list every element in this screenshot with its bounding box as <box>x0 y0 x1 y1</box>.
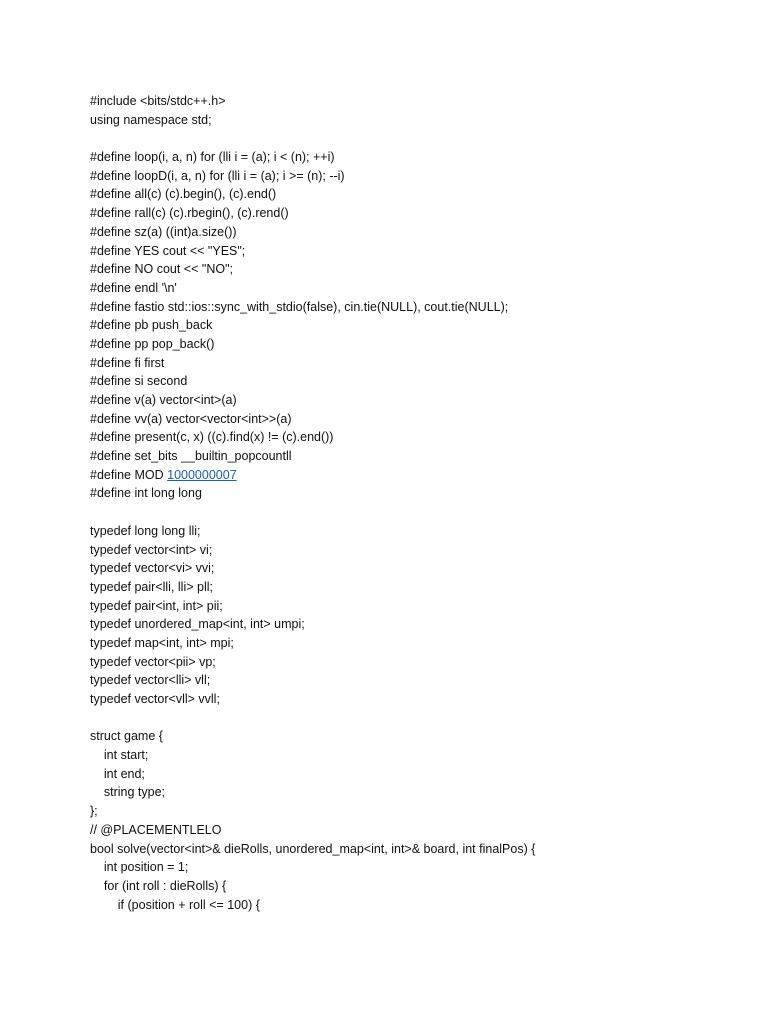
code-line: #define vv(a) vector<vector<int>>(a) <box>90 411 292 426</box>
code-line: typedef long long lli; <box>90 523 201 538</box>
code-text <box>90 92 730 914</box>
code-line: typedef map<int, int> mpi; <box>90 635 234 650</box>
code-line: #define all(c) (c).begin(), (c).end() <box>90 187 277 202</box>
code-line: #define pp pop_back() <box>90 336 215 351</box>
code-line: #define int long long <box>90 486 202 501</box>
code-line: #define loop(i, a, n) for (lli i = (a); i < (n); ++i) <box>90 150 335 165</box>
code-line: struct game { <box>90 729 163 744</box>
code-line: int start; <box>90 748 149 763</box>
code-line: }; <box>90 804 98 819</box>
code-line: #define set_bits __builtin_popcountll <box>90 449 292 464</box>
code-line: typedef vector<lli> vll; <box>90 673 211 688</box>
code-line: #define si second <box>90 374 188 389</box>
code-line: #define present(c, x) ((c).find(x) != (c).end()) <box>90 430 334 445</box>
code-line: typedef unordered_map<int, int> umpi; <box>90 617 305 632</box>
code-line: if (position + roll <= 100) { <box>90 897 260 912</box>
code-line: bool solve(vector<int>& dieRolls, unordered_map<int, int>& board, int finalPos) { <box>90 841 536 856</box>
code-line: #define NO cout << "NO"; <box>90 262 233 277</box>
blank-line <box>90 503 730 522</box>
code-line: #define fi first <box>90 355 165 370</box>
code-line: typedef vector<vll> vvll; <box>90 692 220 706</box>
code-line: #define YES cout << "YES"; <box>90 243 246 258</box>
mod-number-link[interactable]: 1000000007 <box>167 467 237 482</box>
code-line: typedef vector<vi> vvi; <box>90 561 215 576</box>
code-line: for (int roll : dieRolls) { <box>90 878 227 893</box>
code-line: #define fastio std::ios::sync_with_stdio(false), cin.tie(NULL), cout.tie(NULL); <box>90 299 509 314</box>
code-line: typedef vector<int> vi; <box>90 542 213 557</box>
code-line: #define v(a) vector<int>(a) <box>90 393 237 407</box>
code-line: #define pb push_back <box>90 318 213 333</box>
blank-line <box>90 129 730 148</box>
code-line: #define sz(a) ((int)a.size()) <box>90 224 237 239</box>
code-line: string type; <box>90 785 166 800</box>
code-line: #define loopD(i, a, n) for (lli i = (a); i >= (n); --i) <box>90 168 345 183</box>
code-comment: // @PLACEMENTLELO <box>90 822 222 837</box>
code-line: #define endl '\n' <box>90 280 177 295</box>
code-line: int position = 1; <box>90 860 189 875</box>
code-line: #include <bits/stdc++.h> <box>90 94 226 108</box>
code-line: typedef pair<int, int> pii; <box>90 598 223 613</box>
code-line: typedef vector<pii> vp; <box>90 654 216 669</box>
code-line-mod: #define MOD 1000000007 <box>90 467 237 482</box>
code-line: int end; <box>90 766 145 781</box>
blank-line <box>90 709 730 728</box>
code-line: #define rall(c) (c).rbegin(), (c).rend() <box>90 206 289 221</box>
code-line: typedef pair<lli, lli> pll; <box>90 579 213 594</box>
code-line: using namespace std; <box>90 112 212 127</box>
